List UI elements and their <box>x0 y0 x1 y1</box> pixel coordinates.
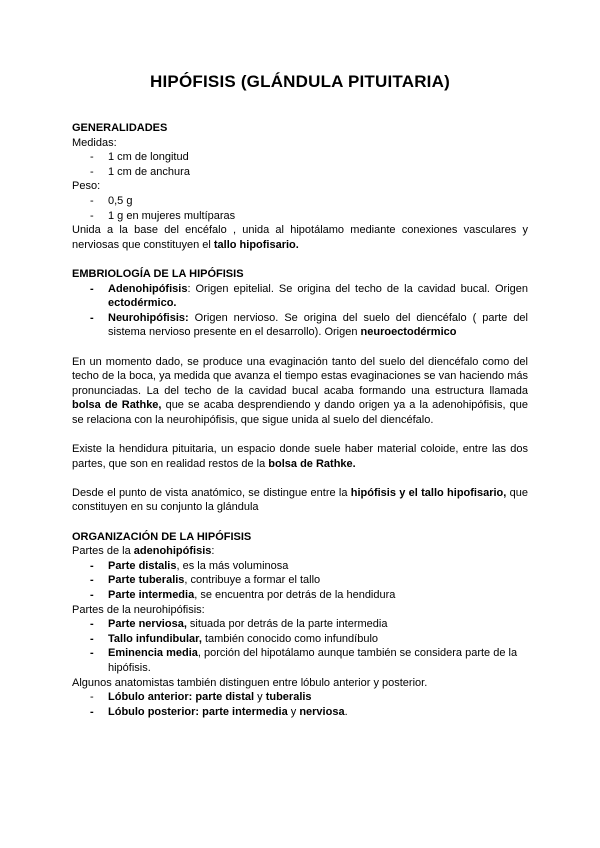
medida-longitud: 1 cm de longitud <box>108 151 189 164</box>
adeno-parts-intro: Partes de la adenohipófisis: <box>72 545 215 558</box>
list-item: - Parte intermedia, se encuentra por detrás de la hendidura <box>90 589 396 601</box>
list-item: - 1 cm de anchura <box>90 165 190 178</box>
paragraph-anatomico: Desde el punto de vista anatómico, se distingue entre la hipófisis y el tallo hipofisario, que constituyen en su conjunto la glándula <box>72 486 528 514</box>
peso-value: 0,5 g <box>108 194 133 207</box>
list-item: - Eminencia media, porción del hipotálamo aunque también se considera parte de la hipófisis. <box>90 647 518 674</box>
list-item-adenohipofisis: - Adenohipófisis: Origen epitelial. Se origina del techo de la cavidad bucal. Origen ectodérmico. <box>90 282 528 310</box>
list-item: - Parte distalis, es la más voluminosa <box>90 559 289 572</box>
section-heading-embriologia: EMBRIOLOGÍA DE LA HIPÓFISIS <box>72 267 244 280</box>
neuro-parts-intro: Partes de la neurohipófisis: <box>72 603 205 616</box>
peso-multiparas: 1 g en mujeres multíparas <box>108 209 236 222</box>
list-item: - 0,5 g <box>90 194 133 207</box>
medidas-label: Medidas: <box>72 136 117 149</box>
document-body <box>72 121 528 719</box>
paragraph-hendidura: Existe la hendidura pituitaria, un espacio donde suele haber material coloide, entre las dos partes, que son en realidad restos de la bolsa de Rathke. <box>72 443 528 470</box>
union-paragraph: Unida a la base del encéfalo , unida al hipotálamo mediante conexiones vasculares y nerviosas que constituyen el tallo hipofisario. <box>72 224 528 251</box>
list-item: - 1 g en mujeres multíparas <box>90 209 236 222</box>
lobulos-intro: Algunos anatomistas también distinguen entre lóbulo anterior y posterior. <box>72 676 428 689</box>
list-item: - 1 cm de longitud <box>90 151 189 164</box>
page-title: HIPÓFISIS (GLÁNDULA PITUITARIA) <box>150 72 450 91</box>
list-item-lobulo-posterior: - Lóbulo posterior: parte intermedia y nerviosa. <box>90 705 348 718</box>
list-item: - Parte tuberalis, contribuye a formar el tallo <box>90 574 321 587</box>
section-heading-organizacion: ORGANIZACIÓN DE LA HIPÓFISIS <box>72 530 252 543</box>
medida-anchura: 1 cm de anchura <box>108 165 190 178</box>
list-item: - Parte nerviosa, situada por detrás de la parte intermedia <box>90 618 388 631</box>
section-heading-generalidades: GENERALIDADES <box>72 122 168 134</box>
peso-label: Peso: <box>72 180 101 193</box>
paragraph-evaginacion: En un momento dado, se produce una evaginación tanto del suelo del diencéfalo como del techo de la boca, ya medida que avanza el tiempo estas evaginaciones se van haciendo más pronunciadas. La del techo de la cavidad bucal acaba formando una estructura llamada bolsa de Rathke, que se acaba desprendiendo y dando origen ya a la adenohipófisis, que se relaciona con la neurohipófisis, que sigue unida al suelo del diencéfalo. <box>72 355 528 426</box>
list-item-neurohipofisis: - Neurohipófisis: Origen nervioso. Se origina del suelo del diencéfalo ( parte del sistema nervioso presente en el desarrollo). Origen neuroectodérmico <box>90 311 528 339</box>
list-item: - Tallo infundibular, también conocido como infundíbulo <box>90 632 379 645</box>
list-item-lobulo-anterior: - Lóbulo anterior: parte distal y tuberalis <box>90 691 312 704</box>
